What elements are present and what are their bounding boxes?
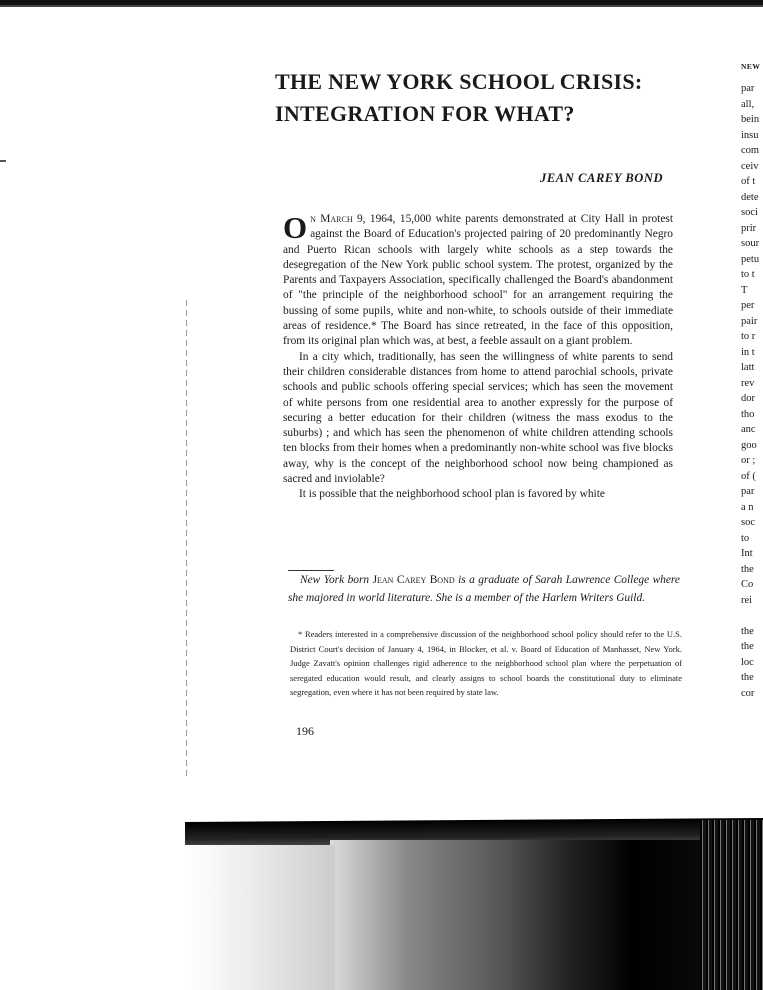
facing-page-line: to [741, 532, 750, 544]
facing-page-line: Co [741, 579, 754, 590]
bio-intro: New York born [300, 574, 373, 586]
scan-dark-area [330, 840, 763, 990]
facing-page-line: par [741, 83, 755, 94]
facing-page-line: soci [741, 207, 758, 218]
facing-page-line: Int [741, 548, 753, 559]
paragraph-1 [283, 212, 673, 350]
page-number: 196 [296, 724, 314, 738]
facing-page-line: par [741, 486, 755, 497]
facing-page-line: the [741, 563, 754, 575]
facing-page-line: per [741, 300, 755, 311]
facing-page-line: com [741, 145, 760, 156]
facing-page-line: the [741, 672, 754, 683]
title-line-2: INTEGRATION FOR WHAT? [275, 101, 575, 126]
facing-page-line: prir [741, 222, 757, 234]
facing-page-line: cor [741, 687, 755, 699]
scan-bottom-left [185, 845, 335, 990]
facing-page-line: T [741, 284, 748, 296]
facing-page-line: petu [741, 253, 760, 265]
facing-page-line: to t [741, 269, 755, 280]
author-byline: JEAN CAREY BOND [540, 171, 664, 185]
facing-page-line: soc [741, 517, 755, 528]
facing-page-line: the [741, 625, 754, 637]
scan-top-edge [0, 0, 763, 9]
author-bio [288, 572, 680, 607]
paragraph-1-text: 9, 1964, 15,000 white parents demonstrated at City Hall in protest against the Board of Education's projected pairing of 20 predominantly Negro and Puerto Rican schools with largely white schools as a step towards the desegregation of the New York public school system. The protest, organized by the Parents and Taxpayers Association, specifically challenged the Board's abandonment of "the principle of the neighborhood school" for an arrangement requiring the bussing of some pupils, white and non-white, to schools outside of their immediate areas of residence.* The Board has since retreated, in the face of this opposition, from its original plan which was, at best, a feeble assault on a giant problem. [283, 213, 673, 348]
facing-page-line: insu [741, 129, 759, 141]
facing-page-line: sour [741, 238, 760, 249]
paragraph-2: In a city which, traditionally, has seen the willingness of white parents to send their children considerable distances from home to attend parochial schools, private schools and public schools offering special services; which has seen the movement of white persons from one residential area to another expressly for the purpose of securing a better education for their children (witness the mass exodus to the suburbs) ; and which has seen the phenomenon of white children attending schools ten blocks from their homes when a predominantly non-white school was five blocks away, why is the concept of the neighborhood school now being championed as sacred and inviolable? [283, 350, 673, 486]
facing-page-line: dor [741, 393, 755, 404]
paragraph-3: It is possible that the neighborhood school plan is favored by white [299, 488, 605, 501]
article-body [283, 212, 673, 503]
facing-page-line: pair [741, 315, 758, 327]
facing-page-line: the [741, 641, 754, 652]
facing-page-line: of t [741, 176, 756, 187]
facing-page-line: a n [741, 501, 754, 513]
facing-page-line: anc [741, 424, 756, 435]
facing-page-line: rev [741, 377, 755, 389]
footnote: * Readers interested in a comprehensive discussion of the neighborhood school policy should refer to the U.S. District Court's decision of January 4, 1964, in Blocker, et al. v. Board of Education of Manhasset, New York. Judge Zavatt's opinion challenges rigid adherence to the neighborhood school plan where the perpetuation of seregated education would result, and clearly assigns to school boards the constitutional duty to eliminate segregation, even where it has not been required by state law. [290, 629, 682, 697]
gutter-mark [186, 300, 187, 780]
facing-page-line: in t [741, 346, 755, 358]
facing-page-line: or ; [741, 455, 756, 466]
scan-book-edge [700, 820, 763, 990]
facing-page-line [741, 608, 763, 624]
facing-page-line: goo [741, 439, 757, 451]
facing-page-column [741, 59, 763, 701]
facing-page-line: loc [741, 656, 754, 668]
facing-page-line: ceiv [741, 160, 759, 172]
opening-small-caps: n March [310, 213, 353, 225]
facing-page-line: of ( [741, 470, 756, 482]
facing-page-line: tho [741, 408, 755, 420]
article-title [275, 66, 655, 130]
facing-page-line: to r [741, 331, 756, 342]
scan-speck [0, 160, 6, 162]
drop-cap: O [283, 210, 308, 245]
bio-text: is a graduate of Sarah Lawrence College where she majored in world literature. She is a member of the Harlem Writers Guild. [288, 574, 680, 604]
facing-page-line: dete [741, 191, 759, 203]
facing-page-lines [741, 81, 763, 701]
facing-page-line: latt [741, 362, 755, 373]
facing-page-line: rei [741, 594, 753, 606]
facing-page-header: NEW [741, 62, 761, 71]
bio-author-name: Jean Carey Bond [372, 574, 455, 586]
title-line-1: THE NEW YORK SCHOOL CRISIS: [275, 69, 643, 94]
footnote-rule [288, 570, 334, 571]
facing-page-line: all, [741, 98, 755, 110]
facing-page-line: bein [741, 114, 760, 125]
